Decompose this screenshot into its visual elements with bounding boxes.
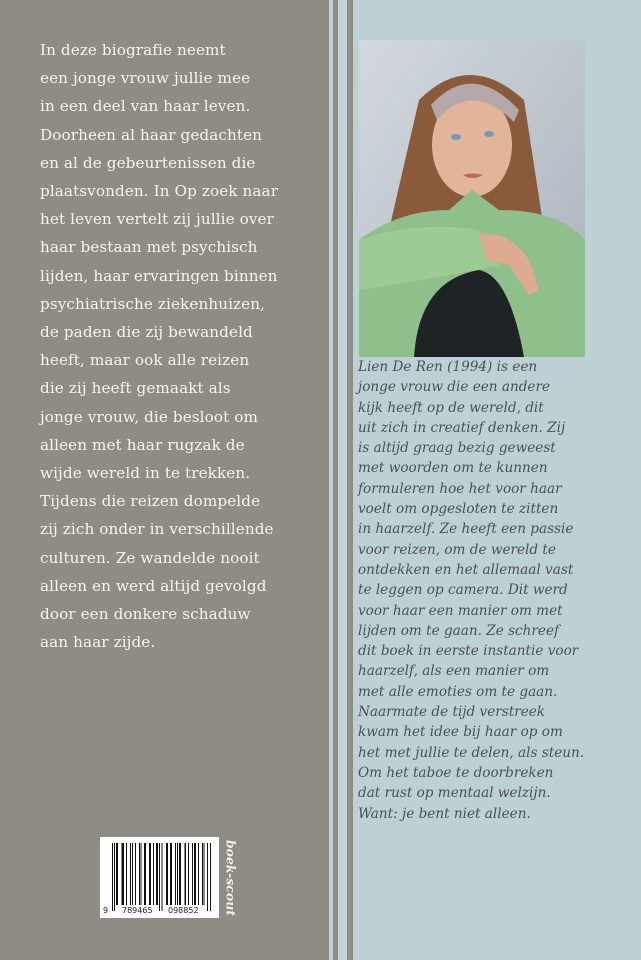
- barcode-bar: [121, 843, 122, 905]
- bio-line: te leggen op camera. Dit werd: [358, 582, 568, 599]
- barcode-bar: [122, 843, 124, 905]
- barcode-bar: [188, 843, 189, 905]
- back-cover-blurb: [40, 36, 330, 656]
- bio-line: uit zich in creatief denken. Zij: [358, 419, 566, 436]
- author-photo: [359, 40, 585, 357]
- bio-line: Naarmate de tijd verstreek: [358, 704, 546, 721]
- barcode-bar: [210, 843, 211, 911]
- bio-line: dat rust op mentaal welzijn.: [358, 785, 551, 802]
- bio-line: formuleren hoe het voor haar: [358, 480, 562, 497]
- bio-line: kijk heeft op de wereld, dit: [358, 399, 544, 416]
- barcode-bar: [150, 843, 151, 905]
- barcode-bar: [153, 843, 154, 905]
- barcode-bar: [144, 843, 146, 905]
- barcode-bar: [177, 843, 178, 905]
- portrait-illustration: [359, 40, 585, 357]
- barcode-bar: [179, 843, 180, 905]
- blurb-line: de paden die zij bewandeld: [40, 323, 253, 342]
- bio-line: haarzelf, als een manier om: [358, 663, 550, 680]
- barcode-bar: [156, 843, 157, 905]
- barcode-bar: [192, 843, 193, 905]
- barcode-bar: [166, 843, 167, 905]
- bio-line: voelt om opgesloten te zitten: [358, 501, 559, 518]
- blurb-line: jonge vrouw, die besloot om: [40, 407, 259, 426]
- blurb-line: door een donkere schaduw: [40, 605, 251, 624]
- spine-stripe: [338, 0, 347, 960]
- bio-line: Want: je bent niet alleen.: [358, 805, 531, 822]
- blurb-line: een jonge vrouw jullie mee: [40, 69, 251, 88]
- bio-line: dit boek in eerste instantie voor: [358, 643, 579, 660]
- barcode-bar: [139, 843, 140, 905]
- barcode-bar: [149, 843, 150, 905]
- blurb-line: psychiatrische ziekenhuizen,: [40, 294, 266, 313]
- barcode-bar: [207, 843, 208, 911]
- barcode-bar: [185, 843, 186, 905]
- blurb-line: zij zich onder in verschillende: [40, 520, 274, 539]
- barcode-bars: [112, 843, 212, 905]
- barcode-bar: [116, 843, 117, 905]
- bio-line: met woorden om te kunnen: [358, 460, 548, 477]
- bio-line: voor reizen, om de wereld te: [358, 541, 556, 558]
- blurb-line: Tijdens die reizen dompelde: [40, 492, 261, 511]
- barcode-bar: [202, 843, 203, 905]
- bio-line: Lien De Ren (1994) is een: [358, 359, 538, 375]
- blurb-line: het leven vertelt zij jullie over: [40, 210, 274, 229]
- barcode-bar: [175, 843, 176, 905]
- bio-line: in haarzelf. Ze heeft een passie: [358, 521, 574, 538]
- barcode-bar: [198, 843, 199, 905]
- barcode-bar: [112, 843, 113, 911]
- author-bio: [358, 357, 641, 824]
- barcode-bar: [126, 843, 127, 905]
- barcode-bar: [184, 843, 185, 905]
- barcode-bar: [203, 843, 204, 905]
- blurb-line: Doorheen al haar gedachten: [40, 125, 263, 144]
- blurb-line: plaatsvonden. In Op zoek naar: [40, 182, 279, 201]
- barcode-bar: [161, 843, 162, 911]
- blurb-line: heeft, maar ook alle reizen: [40, 351, 250, 370]
- bio-line: ontdekken en het allemaal vast: [358, 561, 574, 578]
- bio-line: Om het taboe te doorbreken: [358, 764, 554, 781]
- barcode-right-group: 098852: [168, 906, 199, 915]
- barcode-bar: [135, 843, 136, 905]
- blurb-line: haar bestaan met psychisch: [40, 238, 258, 257]
- barcode-lead-digit: 9: [103, 906, 109, 915]
- bio-line: voor haar een manier om met: [358, 602, 563, 619]
- blurb-line: in een deel van haar leven.: [40, 97, 251, 116]
- barcode-bar: [194, 843, 196, 905]
- bio-line: is altijd graag bezig geweest: [358, 440, 556, 457]
- barcode-bar: [170, 843, 172, 905]
- blurb-line: culturen. Ze wandelde nooit: [40, 548, 260, 567]
- isbn-barcode: [100, 837, 219, 918]
- blurb-line: en al de gebeurtenissen die: [40, 153, 256, 172]
- bio-line: kwam het idee bij haar op om: [358, 724, 563, 741]
- blurb-line: die zij heeft gemaakt als: [40, 379, 231, 398]
- bio-line: het met jullie te delen, als steun.: [358, 744, 585, 761]
- bio-line: met alle emoties om te gaan.: [358, 683, 558, 700]
- publisher-logo: [222, 837, 240, 919]
- barcode-bar: [132, 843, 133, 905]
- barcode-bar: [130, 843, 131, 905]
- blurb-line: alleen met haar rugzak de: [40, 435, 245, 454]
- barcode-bar: [114, 843, 115, 911]
- barcode-bar: [159, 843, 160, 911]
- blurb-line: aan haar zijde.: [40, 633, 156, 652]
- bio-line: lijden om te gaan. Ze schreef: [358, 622, 560, 639]
- blurb-line: wijde wereld in te trekken.: [40, 464, 251, 483]
- publisher-name: boek-scout: [223, 839, 239, 917]
- blurb-line: In deze biografie neemt: [40, 41, 226, 59]
- bio-line: jonge vrouw die een andere: [358, 379, 551, 396]
- blurb-line: alleen en werd altijd gevolgd: [40, 576, 267, 595]
- blurb-line: lijden, haar ervaringen binnen: [40, 266, 278, 285]
- barcode-bar: [167, 843, 168, 905]
- barcode-bar: [140, 843, 141, 905]
- barcode-left-group: 789465: [122, 906, 153, 915]
